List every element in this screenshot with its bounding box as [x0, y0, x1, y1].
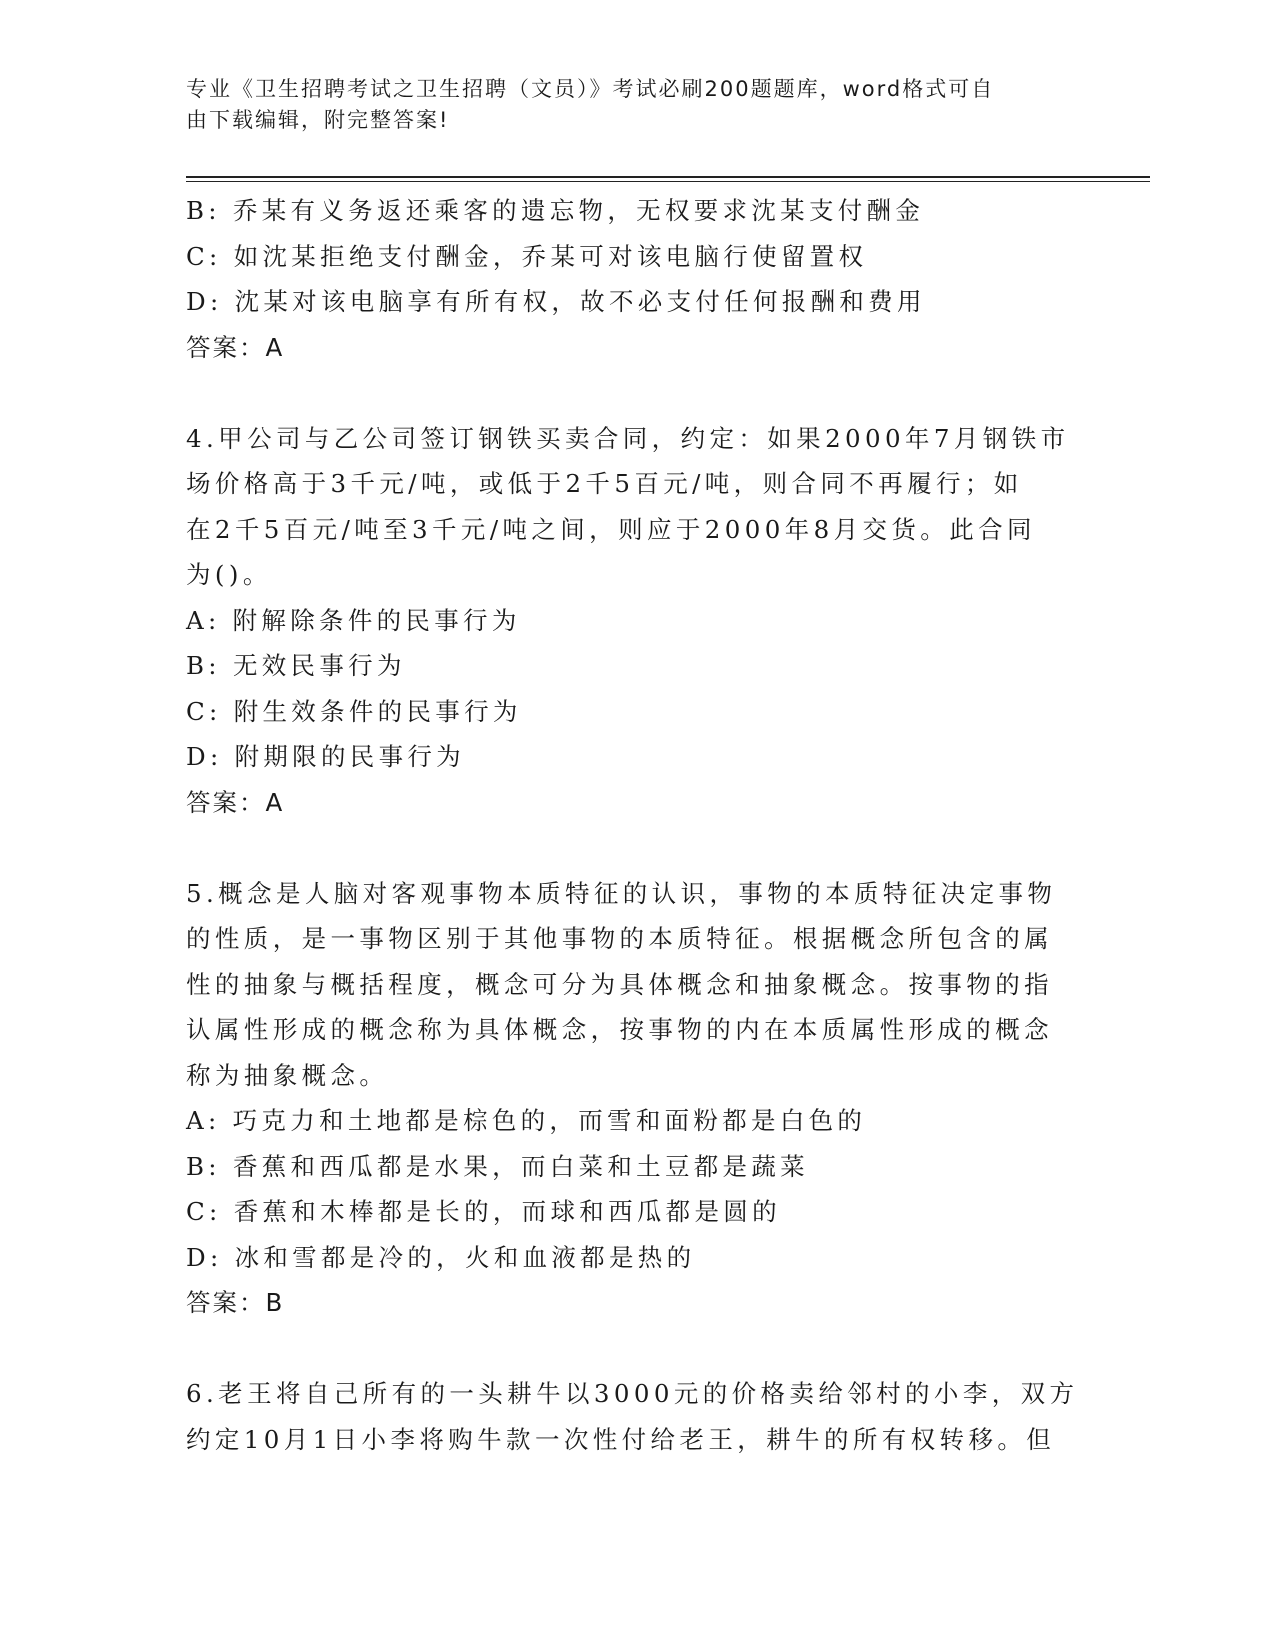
header-divider-thin — [186, 181, 1150, 182]
spacer — [186, 1326, 1086, 1372]
stem-line: 为()。 — [186, 560, 272, 589]
page-header — [186, 74, 1066, 136]
option-b: B: 香蕉和西瓜都是水果，而白菜和土豆都是蔬菜 — [186, 1151, 809, 1181]
stem-line: 4.甲公司与乙公司签订钢铁买卖合同，约定：如果2000年7月钢铁市 — [186, 423, 1070, 453]
question-5 — [186, 871, 1086, 1326]
stem-line: 认属性形成的概念称为具体概念，按事物的内在本质属性形成的概念 — [186, 1015, 1053, 1044]
spacer — [186, 370, 1086, 416]
stem-line: 约定10月1日小李将购牛款一次性付给老王，耕牛的所有权转移。但 — [186, 1424, 1056, 1454]
stem-line: 称为抽象概念。 — [186, 1060, 389, 1090]
question-stem — [186, 416, 1086, 598]
option-b: B: 乔某有义务返还乘客的遗忘物，无权要求沈某支付酬金 — [186, 196, 925, 225]
option-a: A: 附解除条件的民事行为 — [186, 605, 521, 635]
stem-line: 场价格高于3千元/吨，或低于2千5百元/吨，则合同不再履行；如 — [186, 469, 1023, 498]
option-c: C: 香蕉和木棒都是长的，而球和西瓜都是圆的 — [186, 1197, 781, 1226]
header-title-line-2: 由下载编辑，附完整答案! — [186, 108, 450, 132]
question-stem — [186, 871, 1086, 1099]
question-4 — [186, 416, 1086, 826]
stem-line: 在2千5百元/吨至3千元/吨之间，则应于2000年8月交货。此合同 — [186, 514, 1036, 544]
option-d: D: 附期限的民事行为 — [186, 742, 465, 771]
answer: 答案：B — [186, 1288, 285, 1317]
option-c: C: 如沈某拒绝支付酬金，乔某可对该电脑行使留置权 — [186, 241, 868, 271]
stem-line: 性的抽象与概括程度，概念可分为具体概念和抽象概念。按事物的指 — [186, 969, 1053, 999]
header-title-line-1: 专业《卫生招聘考试之卫生招聘（文员）》考试必刷200题题库，word格式可自 — [186, 77, 995, 101]
stem-line: 6.老王将自己所有的一头耕牛以3000元的价格卖给邻村的小李，双方 — [186, 1379, 1079, 1408]
question-6 — [186, 1371, 1086, 1462]
document-body — [186, 188, 1086, 1462]
option-d: D: 沈某对该电脑享有所有权，故不必支付任何报酬和费用 — [186, 287, 926, 316]
option-c: C: 附生效条件的民事行为 — [186, 696, 522, 726]
option-d: D: 冰和雪都是冷的，火和血液都是热的 — [186, 1242, 696, 1272]
answer: 答案：A — [186, 787, 285, 817]
answer: 答案：A — [186, 332, 285, 362]
option-a: A: 巧克力和土地都是棕色的，而雪和面粉都是白色的 — [186, 1106, 867, 1135]
stem-line: 5.概念是人脑对客观事物本质特征的认识，事物的本质特征决定事物 — [186, 878, 1057, 908]
question-3-continued — [186, 188, 1086, 370]
spacer — [186, 825, 1086, 871]
option-b: B: 无效民事行为 — [186, 651, 406, 680]
header-divider — [186, 176, 1150, 178]
question-stem — [186, 1371, 1086, 1462]
stem-line: 的性质，是一事物区别于其他事物的本质特征。根据概念所包含的属 — [186, 924, 1053, 953]
